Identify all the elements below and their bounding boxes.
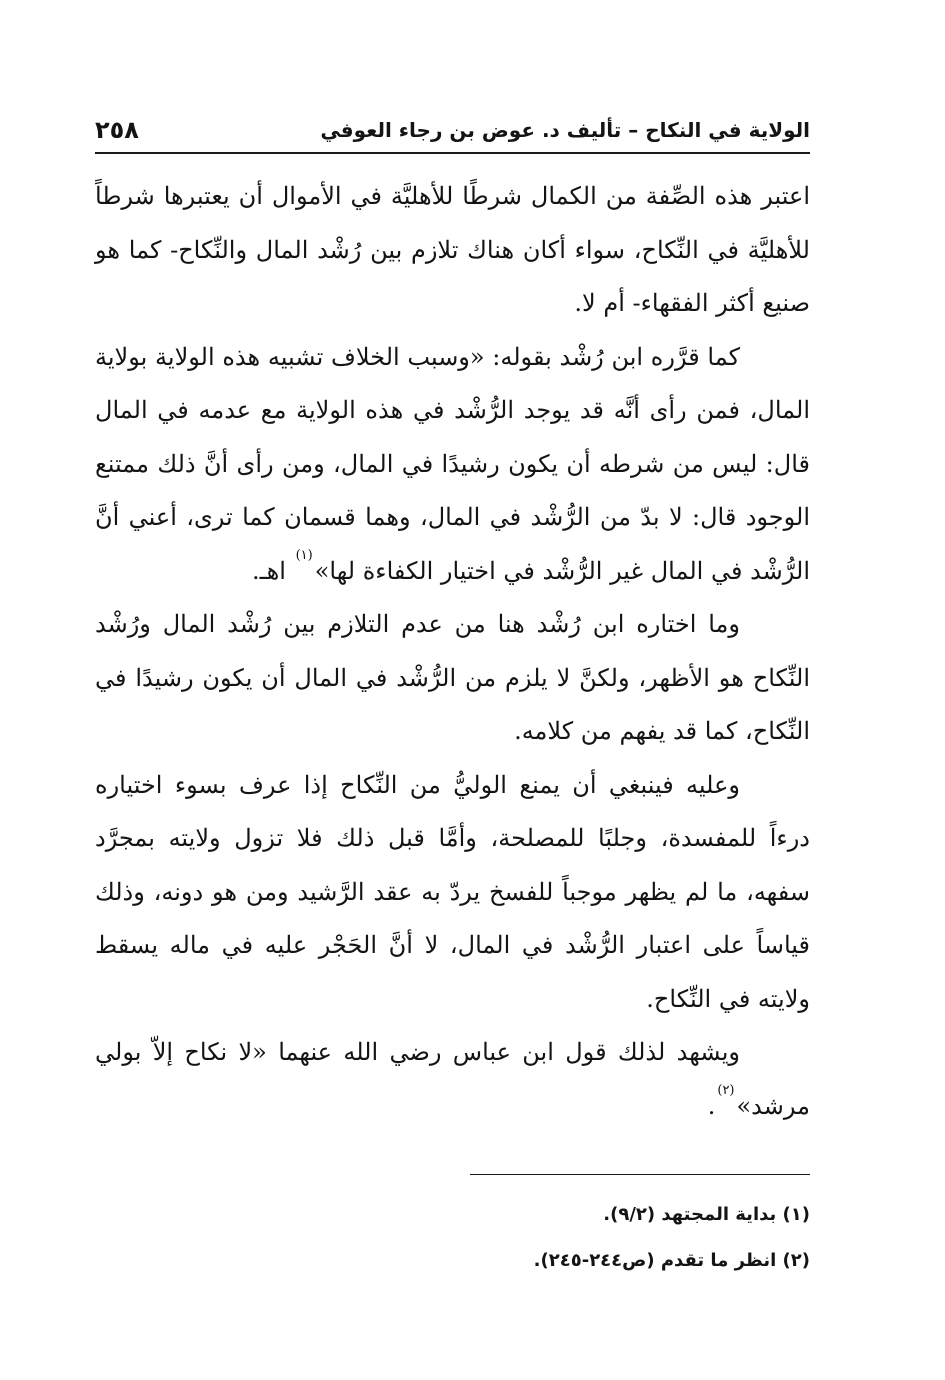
paragraph	[95, 598, 810, 759]
footnote: (١) بداية المجتهد (٩/٢).	[603, 1204, 810, 1225]
paragraph-text: اهـ.	[251, 556, 294, 585]
paragraph	[95, 759, 810, 1027]
paragraph-text: وما اختاره ابن رُشْد هنا من عدم التلازم بين رُشْد المال ورُشْد النِّكاح هو الأظهر، ولكنَّ لا يلزم من الرُّشْد في المال أن يكون رشيدًا في النِّكاح، كما قد يفهم من كلامه.	[95, 610, 810, 745]
paragraph	[95, 1026, 810, 1133]
paragraph-text: وعليه فينبغي أن يمنع الوليُّ من النِّكاح إذا عرف بسوء اختياره درءاً للمفسدة، وجلبًا للمصلحة، وأمَّا قبل ذلك فلا تزول ولايته بمجرَّد سفهه، ما لم يظهر موجباً للفسخ يردّ به عقد الرَّشيد ومن هو دونه، وذلك قياساً على اعتبار الرُّشْد في المال، لا أنَّ الحَجْر عليه في ماله يسقط ولايته في النِّكاح.	[95, 770, 810, 1013]
main-text	[95, 170, 810, 1133]
footnote-divider	[470, 1174, 810, 1175]
running-title: الولاية في النكاح – تأليف د. عوض بن رجاء العوفي	[320, 118, 810, 142]
footnote-reference[interactable]: (١)	[295, 547, 313, 563]
page-number: ٢٥٨	[95, 116, 139, 144]
paragraph-text: اعتبر هذه الصِّفة من الكمال شرطًا للأهليَّة في الأموال أن يعتبرها شرطاً للأهليَّة في النِّكاح، سواء أكان هناك تلازم بين رُشْد المال والنِّكاح- كما هو صنيع أكثر الفقهاء- أم لا.	[95, 182, 810, 317]
footnote-reference[interactable]: (٢)	[717, 1082, 735, 1098]
footnote: (٢) انظر ما تقدم (ص٢٤٤-٢٤٥).	[533, 1250, 810, 1271]
page-header	[95, 108, 810, 154]
paragraph	[95, 170, 810, 331]
paragraph-text: .	[707, 1091, 716, 1120]
paragraph	[95, 331, 810, 599]
paragraph-text: ويشهد لذلك قول ابن عباس رضي الله عنهما «لا نكاح إلاّ بولي مرشد»	[95, 1038, 810, 1120]
paragraph-text: كما قرَّره ابن رُشْد بقوله: «وسبب الخلاف تشبيه هذه الولاية بولاية المال، فمن رأى أنَّه قد يوجد الرُّشْد في هذه الولاية مع عدمه في المال قال: ليس من شرطه أن يكون رشيدًا في المال، ومن رأى أنَّ ذلك ممتنع الوجود قال: لا بدّ من الرُّشْد في المال، وهما قسمان كما ترى، أعني أنَّ الرُّشْد في المال غير الرُّشْد في اختيار الكفاءة لها»	[95, 342, 810, 585]
footnotes	[95, 1192, 810, 1284]
